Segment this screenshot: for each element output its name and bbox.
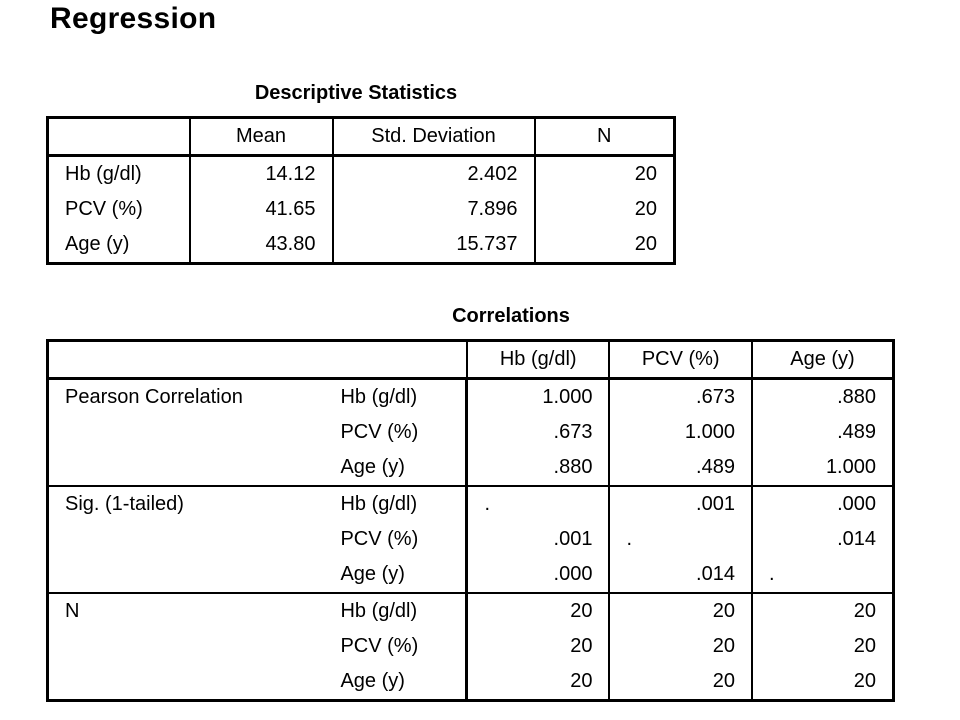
table-header-row bbox=[48, 118, 675, 156]
correlations-caption: Correlations bbox=[452, 305, 570, 327]
value-cell: . bbox=[609, 522, 752, 557]
variable-label: Hb (g/dl) bbox=[340, 386, 418, 408]
value-cell: .014 bbox=[752, 522, 894, 557]
value-cell: 20 bbox=[752, 664, 894, 701]
value-cell: 1.000 bbox=[752, 450, 894, 486]
mean-cell: 41.65 bbox=[190, 192, 333, 227]
variable-label: Age (y) bbox=[340, 670, 405, 692]
value-cell: 20 bbox=[609, 629, 752, 664]
column-header-age: Age (y) bbox=[752, 341, 894, 379]
value-cell: .014 bbox=[609, 557, 752, 593]
value-cell: .489 bbox=[752, 415, 894, 450]
value-cell: .000 bbox=[752, 486, 894, 522]
mean-cell: 14.12 bbox=[190, 156, 333, 193]
table-row bbox=[48, 522, 894, 557]
value-cell: .001 bbox=[609, 486, 752, 522]
value-cell: .673 bbox=[467, 415, 610, 450]
n-cell: 20 bbox=[535, 156, 675, 193]
correlations-table bbox=[46, 339, 895, 702]
std-deviation-cell: 7.896 bbox=[333, 192, 535, 227]
table-row bbox=[48, 557, 894, 593]
column-header-hb: Hb (g/dl) bbox=[467, 341, 610, 379]
variable-label: Age (y) bbox=[340, 456, 405, 478]
group-label-sig-1-tailed: Sig. (1-tailed) bbox=[48, 486, 325, 522]
n-cell: 20 bbox=[535, 227, 675, 264]
row-label: Age (y) bbox=[65, 233, 130, 255]
table-row bbox=[48, 192, 675, 227]
corner-cell bbox=[48, 118, 190, 156]
value-cell: 1.000 bbox=[467, 379, 610, 416]
column-header-n: N bbox=[535, 118, 675, 156]
mean-cell: 43.80 bbox=[190, 227, 333, 264]
column-header-mean: Mean bbox=[190, 118, 333, 156]
table-row bbox=[48, 379, 894, 416]
variable-label: Hb (g/dl) bbox=[324, 486, 467, 522]
table-row bbox=[48, 227, 675, 264]
value-cell: 1.000 bbox=[609, 415, 752, 450]
page-title: Regression bbox=[50, 2, 217, 35]
value-cell: .000 bbox=[467, 557, 610, 593]
group-label-n: N bbox=[48, 593, 325, 629]
group-label-pearson-correlation: Pearson Correlation bbox=[65, 386, 243, 408]
std-deviation-cell: 2.402 bbox=[333, 156, 535, 193]
table-row bbox=[48, 593, 894, 629]
value-cell: 20 bbox=[609, 664, 752, 701]
descriptive-statistics-table bbox=[46, 116, 676, 265]
row-label: PCV (%) bbox=[65, 198, 143, 220]
value-cell: .489 bbox=[609, 450, 752, 486]
value-cell: 20 bbox=[467, 593, 610, 629]
value-cell: 20 bbox=[752, 629, 894, 664]
variable-label: PCV (%) bbox=[340, 421, 419, 443]
std-deviation-cell: 15.737 bbox=[333, 227, 535, 264]
table-row bbox=[48, 415, 894, 450]
table-row bbox=[48, 450, 894, 486]
variable-label: Age (y) bbox=[340, 563, 405, 585]
table-header-row bbox=[48, 341, 894, 379]
value-cell: 20 bbox=[467, 629, 610, 664]
descriptive-statistics-caption: Descriptive Statistics bbox=[254, 82, 458, 104]
table-row bbox=[48, 629, 894, 664]
value-cell: .673 bbox=[609, 379, 752, 416]
value-cell: 20 bbox=[752, 593, 894, 629]
variable-label: PCV (%) bbox=[340, 635, 419, 657]
value-cell: .880 bbox=[752, 379, 894, 416]
corner-cell bbox=[48, 341, 467, 379]
value-cell: . bbox=[752, 557, 894, 593]
column-header-pcv: PCV (%) bbox=[609, 341, 752, 379]
variable-label: PCV (%) bbox=[340, 528, 419, 550]
value-cell: 20 bbox=[609, 593, 752, 629]
row-label: Hb (g/dl) bbox=[65, 163, 142, 185]
column-header-std-deviation: Std. Deviation bbox=[333, 118, 535, 156]
table-row bbox=[48, 486, 894, 522]
table-row bbox=[48, 156, 675, 193]
value-cell: .001 bbox=[467, 522, 610, 557]
variable-label: Hb (g/dl) bbox=[324, 593, 467, 629]
value-cell: .880 bbox=[467, 450, 610, 486]
value-cell: 20 bbox=[467, 664, 610, 701]
value-cell: . bbox=[467, 486, 610, 522]
table-row bbox=[48, 664, 894, 701]
n-cell: 20 bbox=[535, 192, 675, 227]
